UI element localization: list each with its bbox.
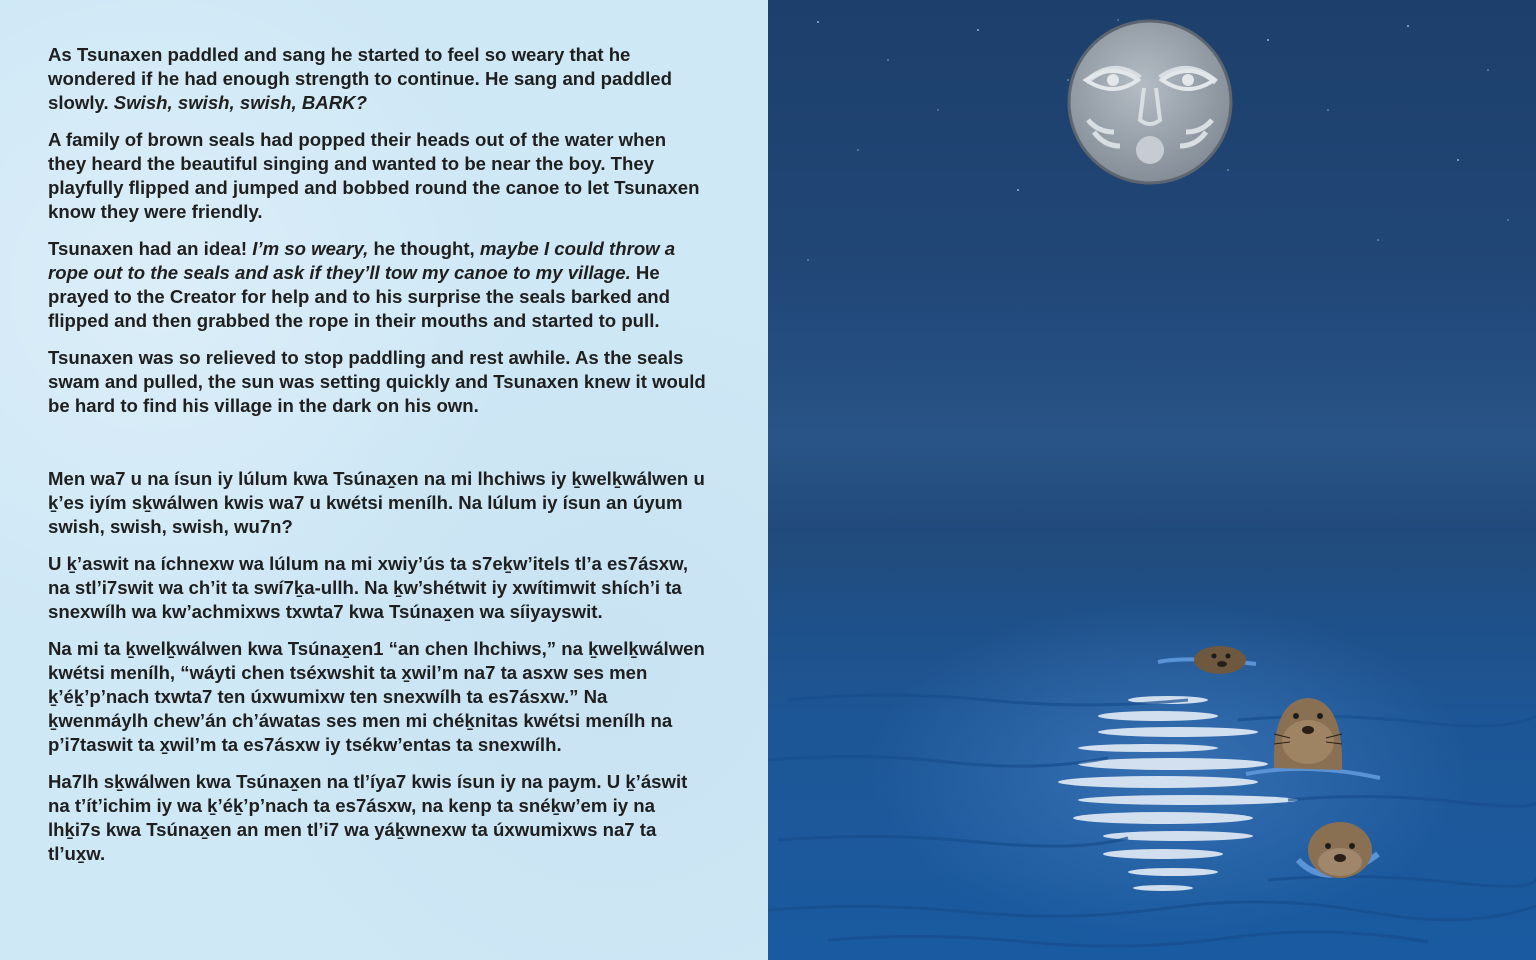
- moon-face-icon: [1069, 21, 1231, 183]
- squamish-paragraph-4: Ha7lh sḵwálwen kwa Tsúnax̱en na tl’íya7 kwis ísun iy na paym. U ḵ’áswit na t’ít’ichim iy wa ḵ’éḵ’p’nach ta es7ásxw, na kenp ta snéḵw’em iy na lhḵi7s kwa Tsúnax̱en an men tl’i7 wa yáḵwnexw ta úxwumixws na7 ta tl’ux̱w.: [48, 771, 688, 864]
- english-paragraph-3-text-a: Tsunaxen had an idea!: [48, 238, 253, 259]
- english-paragraph-1: [48, 43, 708, 115]
- english-paragraph-3-italic-a: I’m so weary,: [252, 238, 369, 259]
- squamish-paragraph-3: Na mi ta ḵwelḵwálwen kwa Tsúnax̱en1 “an chen lhchiws,” na ḵwelḵwálwen kwétsi menílh, “wáyti chen tséxwshit ta x̱wil’m na7 ta asxw ses men ḵ’éḵ’p’nach txwta7 ten úxwumixw ten snexwílh ta es7ásxw.” Na ḵwenmáylh chew’án ch’áwatas ses men mi chéḵnitas kwétsi menílh na p’i7taswit ta x̱wil’m ta es7ásxw iy tsékw’entas ta snexwílh.: [48, 638, 705, 755]
- english-paragraph-3-text-b: he thought,: [368, 238, 480, 259]
- english-paragraph-1-italic: Swish, swish, swish, BARK?: [113, 92, 367, 113]
- story-text-column: [48, 43, 708, 879]
- english-paragraph-1-text: As Tsunaxen paddled and sang he started to feel so weary that he wondered if he had enough strength to continue. He sang and paddled slowly.: [48, 44, 672, 113]
- english-paragraph-3: [48, 237, 708, 333]
- mist-band: [768, 280, 1536, 600]
- english-paragraph-3-italic-b: maybe I could throw a rope out to the seals and ask if they’ll tow my canoe to my village.: [48, 238, 676, 283]
- english-paragraph-2: A family of brown seals had popped their heads out of the water when they heard the beautiful singing and wanted to be near the boy. They playfully flipped and jumped and bobbed round the canoe to let Tsunaxen know they were friendly.: [48, 129, 700, 222]
- squamish-paragraph-1: Men wa7 u na ísun iy lúlum kwa Tsúnax̱en na mi lhchiws iy ḵwelḵwálwen u ḵ’es iyím sḵwálwen kwis wa7 u kwétsi menílh. Na lúlum iy ísun an úyum swish, swish, swish, wu7n?: [48, 468, 705, 537]
- squamish-paragraph-2: U ḵ’aswit na íchnexw wa lúlum na mi xwiy’ús ta s7eḵw’itels tl’a es7ásxw, na stl’i7swit wa ch’it ta swí7ḵa-ullh. Na ḵw’shétwit iy xwítimwit shích’i ta snexwílh wa kw’achmixws txwta7 kwa Tsúnax̱en wa síiyayswit.: [48, 553, 689, 622]
- illustration-canvas: [768, 0, 1536, 960]
- english-paragraph-4: Tsunaxen was so relieved to stop paddling and rest awhile. As the seals swam and pulled, the sun was setting quickly and Tsunaxen knew it would be hard to find his village in the dark on his own.: [48, 347, 706, 416]
- english-paragraph-3-text-c: He prayed to the Creator for help and to his surprise the seals barked and flipped and then grabbed the rope in their mouths and started to pull.: [48, 262, 671, 331]
- night-sea-illustration: [768, 0, 1536, 960]
